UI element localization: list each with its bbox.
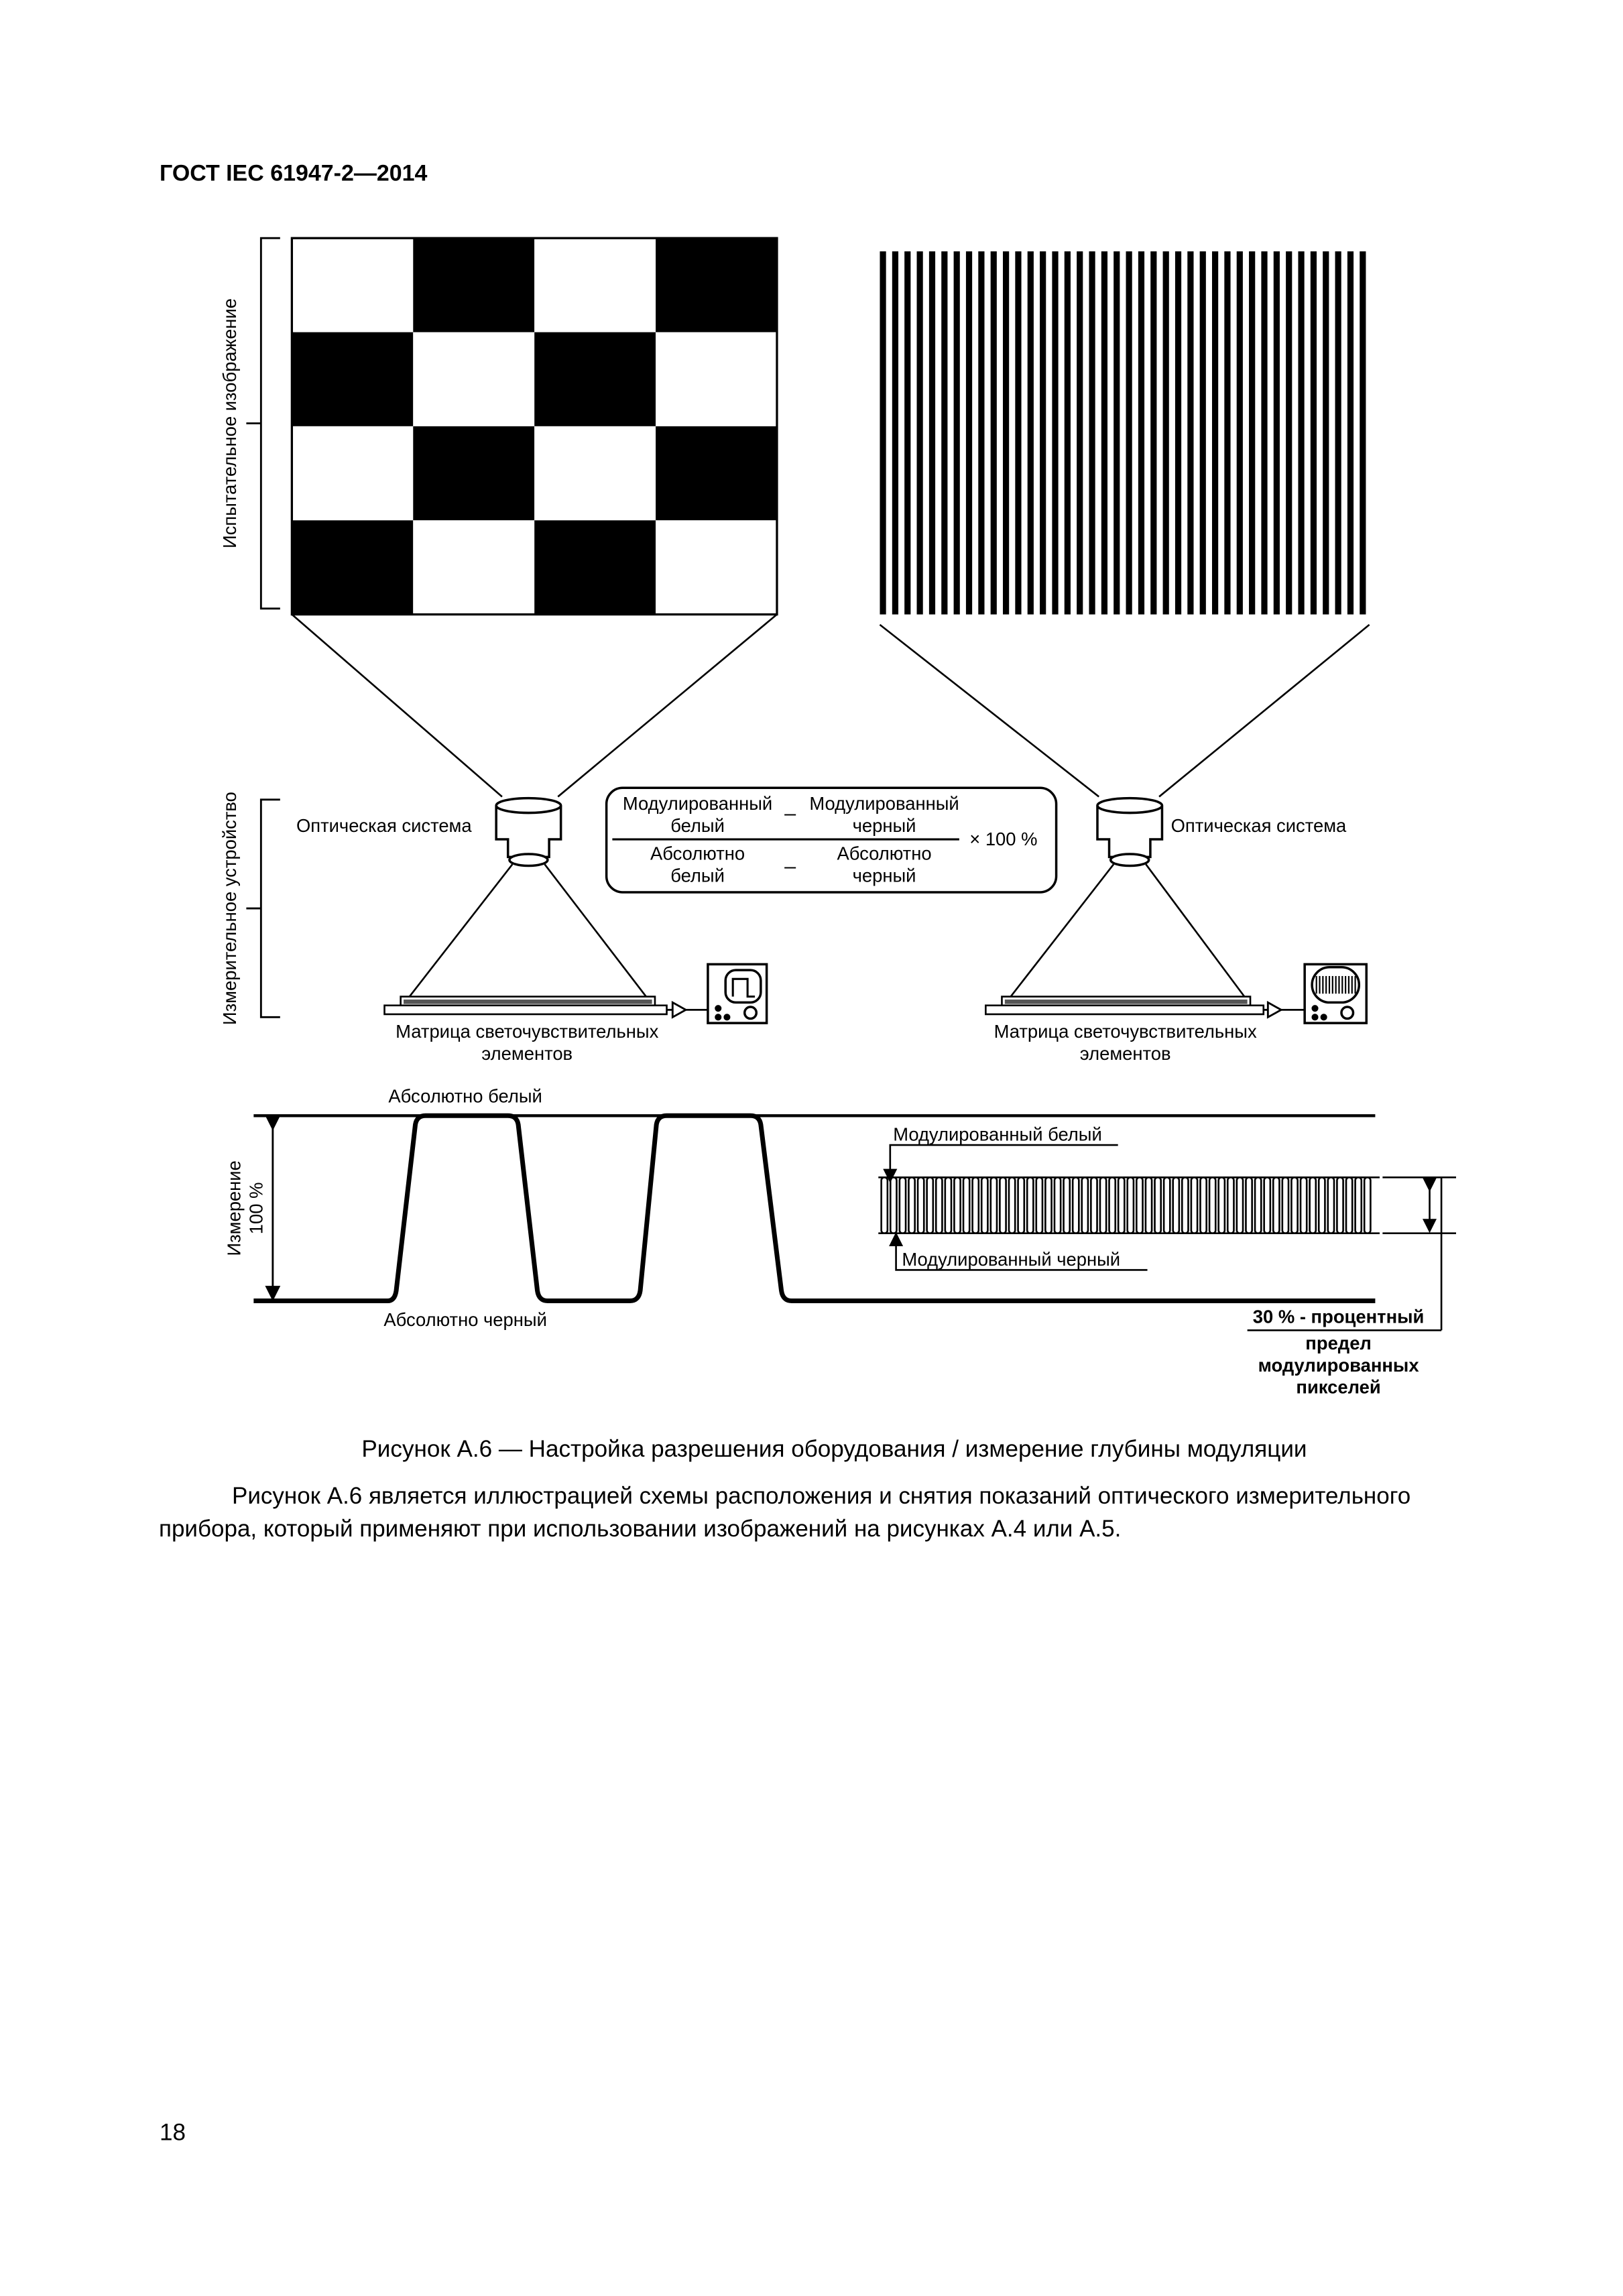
stripe-bar	[1163, 251, 1169, 615]
modulated-pulse	[1237, 1177, 1243, 1233]
modulated-pulse	[1328, 1177, 1334, 1233]
stripe-bar	[1212, 251, 1218, 615]
stripe-bar	[892, 251, 898, 615]
stripe-bar	[1028, 251, 1034, 615]
oscilloscope-icon	[708, 964, 767, 1023]
amplifier-right	[1264, 1002, 1305, 1017]
modulated-pulse	[1227, 1177, 1234, 1233]
modulated-pulse	[1073, 1177, 1079, 1233]
stripe-bar	[1274, 251, 1280, 615]
optical-lens-right	[1097, 798, 1162, 866]
modulated-pulse	[1273, 1177, 1279, 1233]
checker-cell	[656, 238, 777, 332]
figure-caption: Рисунок А.6 — Настройка разрешения оборудования / измерение глубины модуляции	[361, 1435, 1307, 1462]
abs-black-label: Абсолютно черный	[383, 1309, 547, 1330]
page-number: 18	[160, 2119, 186, 2146]
stripe-bar	[1347, 251, 1354, 615]
standard-header: ГОСТ IEC 61947-2—2014	[160, 160, 428, 186]
stripe-bar	[1200, 251, 1206, 615]
stripe-bar	[1077, 251, 1083, 615]
formula-abs-white-l2: белый	[670, 865, 725, 886]
modulated-pulse	[1264, 1177, 1270, 1233]
modulated-pulse	[918, 1177, 924, 1233]
sensor-right-label-line2: элементов	[1079, 1042, 1171, 1064]
formula-mod-black-l1: Модулированный	[809, 793, 959, 814]
formula-minus-bottom: –	[784, 854, 796, 878]
modulated-pulse	[1018, 1177, 1024, 1233]
modulated-pulse	[890, 1177, 896, 1233]
checker-cell	[413, 238, 534, 332]
stripe-bar	[917, 251, 923, 615]
checker-cell	[292, 238, 413, 332]
stripe-bar	[1015, 251, 1021, 615]
stripe-bar	[1311, 251, 1317, 615]
stripe-bar	[966, 251, 972, 615]
modulated-pulse	[1082, 1177, 1088, 1233]
projection-lines	[292, 615, 1369, 797]
mod-black-label: Модулированный черный	[902, 1248, 1121, 1270]
modulated-pulse	[936, 1177, 942, 1233]
stripe-bar	[1150, 251, 1156, 615]
stripe-bar	[1003, 251, 1009, 615]
modulated-pulse	[991, 1177, 997, 1233]
stripe-bar	[1224, 251, 1230, 615]
checker-cell	[292, 426, 413, 520]
bracket-test-image	[246, 238, 280, 609]
optical-system-left-label: Оптическая система	[296, 815, 472, 837]
threshold-label-l3: модулированных	[1258, 1354, 1419, 1376]
modulated-pulse	[1173, 1177, 1179, 1233]
modulated-pulse	[900, 1177, 906, 1233]
checkerboard-test-pattern	[292, 238, 777, 614]
modulated-pulse	[945, 1177, 951, 1233]
checker-cell	[534, 520, 656, 614]
modulated-pulse	[882, 1177, 888, 1233]
stripe-bar	[1138, 251, 1144, 615]
threshold-label-l2: предел	[1305, 1332, 1372, 1353]
formula-mod-white-l1: Модулированный	[622, 793, 773, 814]
modulated-pulse	[1182, 1177, 1188, 1233]
modulated-pulse	[1154, 1177, 1160, 1233]
body-paragraph-line2: прибора, который применяют при использовании изображений на рисунках А.4 или А.5.	[159, 1516, 1122, 1542]
stripe-bar	[904, 251, 910, 615]
stripe-bar	[1040, 251, 1046, 615]
modulated-pulse	[1009, 1177, 1015, 1233]
checker-cell	[413, 426, 534, 520]
modulated-pulse	[1109, 1177, 1116, 1233]
stripe-bar	[929, 251, 935, 615]
mod-white-label: Модулированный белый	[893, 1124, 1102, 1145]
checker-cell	[413, 520, 534, 614]
modulated-pulse	[1255, 1177, 1261, 1233]
modulated-pulse	[963, 1177, 969, 1233]
stripe-bar	[1114, 251, 1120, 615]
stripe-bar	[1323, 251, 1329, 615]
modulated-pulse	[927, 1177, 933, 1233]
stripe-bar	[954, 251, 960, 615]
stripe-bar	[1089, 251, 1095, 615]
modulated-pulse	[1282, 1177, 1288, 1233]
stripe-bar	[1249, 251, 1255, 615]
label-measurement: Измерение	[223, 1160, 245, 1256]
stripe-bar	[978, 251, 984, 615]
checker-cell	[534, 333, 656, 426]
modulated-pulse	[954, 1177, 960, 1233]
modulated-pulse	[1191, 1177, 1197, 1233]
stripe-bar	[1335, 251, 1341, 615]
stripe-bar	[880, 251, 886, 615]
amplifier-left	[667, 1002, 708, 1017]
optical-lens-left	[496, 798, 560, 866]
sensor-matrix-left	[385, 997, 667, 1014]
body-paragraph-line1: Рисунок А.6 является иллюстрацией схемы расположения и снятия показаний оптического измерительного	[232, 1483, 1411, 1509]
modulated-pixel-signal	[878, 1177, 1380, 1233]
formula-abs-white-l1: Абсолютно	[650, 843, 745, 864]
checker-cell	[534, 238, 656, 332]
modulated-pulse	[1356, 1177, 1362, 1233]
stripe-bar	[991, 251, 997, 615]
modulated-pulse	[1045, 1177, 1051, 1233]
modulated-pulse	[1091, 1177, 1097, 1233]
modulated-pulse	[1364, 1177, 1370, 1233]
formula-minus-top: –	[784, 801, 796, 825]
checker-cell	[534, 426, 656, 520]
modulated-pulse	[1036, 1177, 1042, 1233]
modulated-pulse	[1219, 1177, 1225, 1233]
checker-cell	[292, 520, 413, 614]
formula-mod-black-l2: черный	[852, 815, 916, 837]
modulated-pulse	[973, 1177, 979, 1233]
stripe-bar	[1175, 251, 1181, 615]
label-test-image: Испытательное изображение	[219, 298, 241, 548]
label-measurement-pct: 100 %	[245, 1182, 267, 1235]
mod-white-pointer	[890, 1145, 1118, 1176]
modulated-pulse	[1064, 1177, 1070, 1233]
sensor-matrix-right	[985, 997, 1263, 1014]
modulated-pulse	[1128, 1177, 1134, 1233]
modulated-pulse	[1100, 1177, 1106, 1233]
modulated-pulse	[1337, 1177, 1343, 1233]
label-measuring-device: Измерительное устройство	[219, 792, 241, 1026]
modulated-pulse	[1118, 1177, 1124, 1233]
sensor-left-label-line2: элементов	[481, 1042, 573, 1064]
sensor-right-label-line1: Матрица светочувствительных	[994, 1021, 1257, 1042]
modulated-pulse	[1310, 1177, 1316, 1233]
modulated-pulse	[1200, 1177, 1206, 1233]
stripe-bar	[1261, 251, 1267, 615]
stripe-bar	[1360, 251, 1366, 615]
stripe-bar	[1052, 251, 1058, 615]
modulated-pulse	[908, 1177, 914, 1233]
stripe-bar	[941, 251, 947, 615]
modulated-pulse	[981, 1177, 987, 1233]
stripe-bar	[1298, 251, 1304, 615]
stripe-bar	[1101, 251, 1107, 615]
modulated-pulse	[1346, 1177, 1352, 1233]
modulated-pulse	[1136, 1177, 1142, 1233]
modulated-pulse	[1000, 1177, 1006, 1233]
checker-cell	[656, 520, 777, 614]
modulated-pulse	[1146, 1177, 1152, 1233]
modulated-pulse	[1291, 1177, 1297, 1233]
modulated-pulse	[1246, 1177, 1252, 1233]
formula-abs-black-l1: Абсолютно	[837, 843, 932, 864]
checker-cell	[292, 333, 413, 426]
threshold-label-l1: 30 % - процентный	[1252, 1306, 1425, 1327]
stripe-test-pattern	[880, 251, 1366, 615]
stripe-bar	[1187, 251, 1193, 615]
checker-cell	[413, 333, 534, 426]
stripe-bar	[1065, 251, 1071, 615]
threshold-label-l4: пикселей	[1296, 1376, 1381, 1398]
modulated-pulse	[1027, 1177, 1033, 1233]
modulated-pulse	[1319, 1177, 1325, 1233]
modulated-pulse	[1209, 1177, 1215, 1233]
abs-white-label: Абсолютно белый	[388, 1085, 542, 1107]
stripe-bar	[1237, 251, 1243, 615]
optical-system-right-label: Оптическая система	[1170, 815, 1347, 837]
modulated-pulse	[1164, 1177, 1170, 1233]
formula-abs-black-l2: черный	[852, 865, 916, 886]
modulated-pulse	[1055, 1177, 1061, 1233]
stripe-bar	[1126, 251, 1132, 615]
bracket-measuring-device	[246, 800, 280, 1018]
checker-cell	[656, 333, 777, 426]
formula-mod-white-l2: белый	[670, 815, 725, 837]
oscilloscope-right-icon	[1305, 964, 1366, 1023]
formula-times-100: × 100 %	[969, 828, 1038, 849]
sensor-left-label-line1: Матрица светочувствительных	[396, 1021, 659, 1042]
checker-cell	[656, 426, 777, 520]
stripe-bar	[1286, 251, 1292, 615]
modulated-pulse	[1301, 1177, 1307, 1233]
